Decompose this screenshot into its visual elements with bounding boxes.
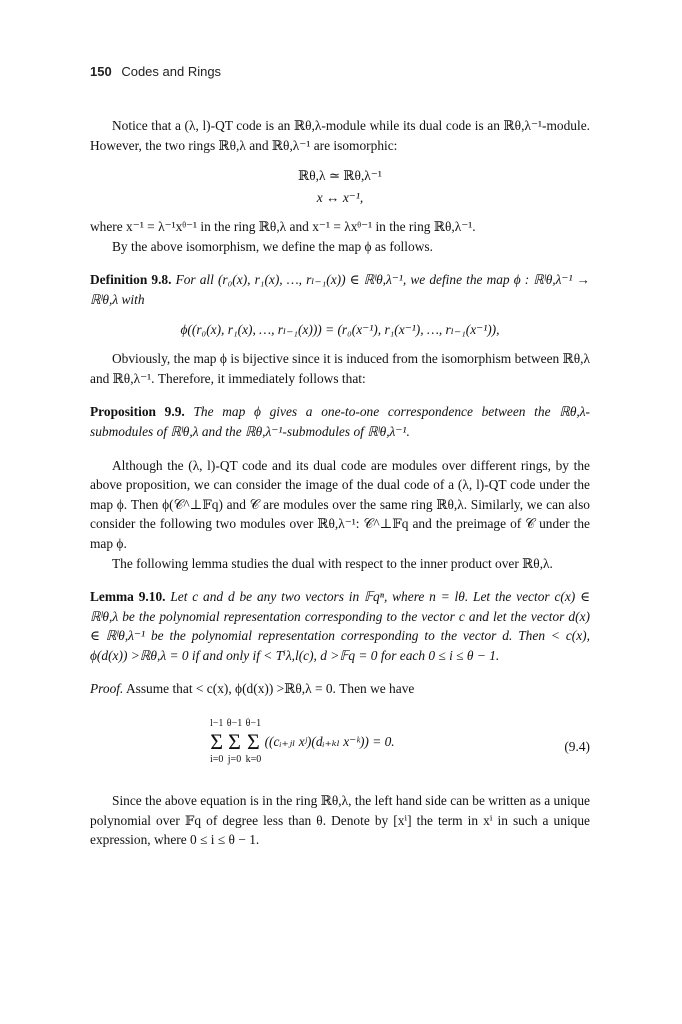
sum-i-lower: i=0 [210, 754, 224, 766]
paragraph-obviously: Obviously, the map ϕ is bijective since it is induced from the isomorphism between ℝθ,λ and ℝθ,λ⁻¹. Therefore, it immediately follows that: [90, 351, 590, 386]
equation-expression: ((cᵢ₊ⱼₗ xʲ)(dᵢ₊ₖₗ x⁻ᵏ)) = 0. [264, 734, 395, 750]
paragraph-although: Although the (λ, l)-QT code and its dual code are modules over different rings, by the above proposition, we can consider the image of the dual code of a (λ, l)-QT code under the map ϕ. Then ϕ(𝒞^⊥𝔽q) and 𝒞 are modules over the same ring ℝθ,λ. Similarly, we can also consider the following two modules over ℝθ,λ⁻¹: 𝒞^⊥𝔽q and the preimage of 𝒞 under the map ϕ. [90, 457, 590, 551]
definition-formula: ϕ((r₀(x), r₁(x), …, rₗ₋₁(x))) = (r₀(x⁻¹), r₁(x⁻¹), …, rₗ₋₁(x⁻¹)), [180, 321, 500, 337]
definition-9-8 [90, 270, 590, 309]
sum-i-upper: l−1 [210, 718, 224, 730]
isomorphism-line-2: x ↔ x⁻¹, [316, 190, 364, 206]
proof-text: Assume that < c(x), ϕ(d(x)) >ℝθ,λ = 0. Then we have [125, 681, 415, 697]
lemma-text: Let c and d be any two vectors in 𝔽qⁿ, where n = lθ. Let the vector c(x) ∈ ℝˡθ,λ be the polynomial representation corresponding to the vector c and let the vector d(x) ∈ ℝˡθ,λ⁻¹ be the polynomial representation corresponding to the vector d. Then < c(x), ϕ(d(x)) >ℝθ,λ = 0 if and only if < Tⁱλ,l(c), d >𝔽q = 0 for each 0 ≤ i ≤ θ − 1. [90, 589, 590, 663]
sigma-icon: Σ [228, 729, 241, 755]
sum-k [246, 717, 262, 767]
proof-label: Proof. [90, 681, 124, 697]
lemma-9-10 [90, 587, 590, 665]
paragraph-where: where x⁻¹ = λ⁻¹xᶿ⁻¹ in the ring ℝθ,λ and x⁻¹ = λxᶿ⁻¹ in the ring ℝθ,λ⁻¹. [90, 219, 476, 235]
sigma-icon: Σ [246, 729, 260, 755]
isomorphism-line-1: ℝθ,λ ≃ ℝθ,λ⁻¹ [298, 168, 382, 184]
proof-paragraph [90, 679, 590, 699]
proposition-text: The map ϕ gives a one-to-one correspondence between the ℝθ,λ-submodules of ℝˡθ,λ and the ℝθ,λ⁻¹-submodules of ℝˡθ,λ⁻¹. [90, 404, 590, 439]
sum-i [210, 717, 223, 767]
sum-j [227, 717, 242, 767]
sum-j-upper: θ−1 [226, 718, 243, 730]
definition-text: For all (r₀(x), r₁(x), …, rₗ₋₁(x)) ∈ ℝˡθ,λ⁻¹, we define the map ϕ : ℝˡθ,λ⁻¹ → ℝˡθ,λ with [90, 272, 590, 307]
definition-label: Definition 9.8. [90, 272, 172, 288]
running-header [90, 64, 221, 79]
sum-j-lower: j=0 [227, 754, 242, 766]
equation-9-4 [90, 709, 590, 779]
running-title: Codes and Rings [121, 64, 222, 79]
paragraph-since: Since the above equation is in the ring ℝθ,λ, the left hand side can be written as a unique polynomial over 𝔽q of degree less than θ. Denote by [xⁱ] the term in xⁱ in such a unique expression, where 0 ≤ i ≤ θ − 1. [90, 793, 590, 848]
proposition-9-9 [90, 402, 590, 441]
page-body [90, 116, 590, 850]
proposition-label: Proposition 9.9. [90, 404, 185, 420]
equation-body [210, 717, 395, 767]
lemma-label: Lemma 9.10. [90, 589, 166, 605]
paragraph-following: The following lemma studies the dual with respect to the inner product over ℝθ,λ. [112, 555, 553, 571]
paragraph-by-above: By the above isomorphism, we define the map ϕ as follows. [112, 238, 433, 254]
paragraph-notice: Notice that a (λ, l)-QT code is an ℝθ,λ-module while its dual code is an ℝθ,λ⁻¹-module. However, the two rings ℝθ,λ and ℝθ,λ⁻¹ are isomorphic: [90, 118, 590, 153]
isomorphism-display [90, 165, 590, 209]
equation-number: (9.4) [564, 739, 590, 755]
sigma-icon: Σ [210, 729, 224, 755]
sum-k-upper: θ−1 [245, 718, 262, 730]
page-number: 150 [90, 64, 112, 79]
sum-k-lower: k=0 [245, 754, 262, 766]
